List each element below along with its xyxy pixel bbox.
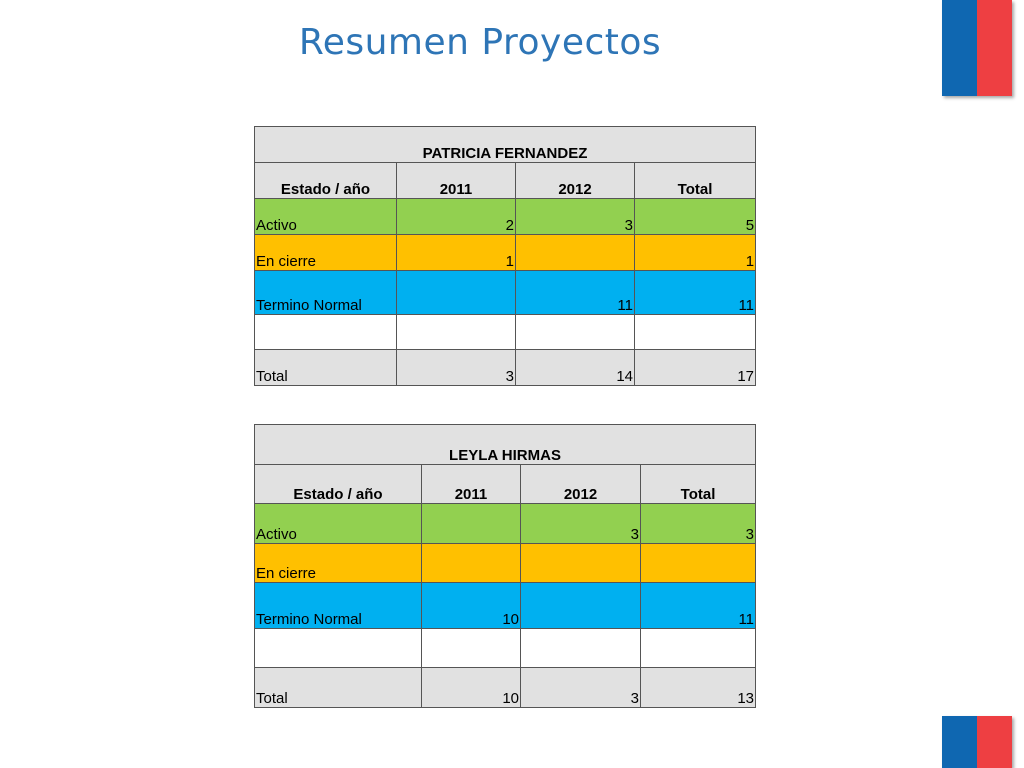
column-header: 2011 [397, 163, 516, 199]
cell-2011 [422, 504, 521, 544]
cell-2011 [422, 629, 521, 668]
row-label: Total [255, 668, 422, 708]
table-title-row [255, 127, 756, 163]
table-title: PATRICIA FERNANDEZ [255, 127, 756, 163]
cell-total: 13 [641, 668, 756, 708]
summary-table-leyla-hirmas [254, 424, 756, 708]
cell-2012: 11 [516, 271, 635, 315]
column-header: Estado / año [255, 465, 422, 504]
cell-total: 1 [635, 235, 756, 271]
table-row [255, 504, 756, 544]
row-label [255, 629, 422, 668]
cell-2012: 3 [516, 199, 635, 235]
cell-2012: 3 [521, 504, 641, 544]
table-title-row [255, 425, 756, 465]
cell-2012 [516, 315, 635, 350]
table-header-row [255, 465, 756, 504]
summary-table-patricia-fernandez [254, 126, 756, 386]
flag-red-stripe [977, 0, 1012, 96]
table-total-row [255, 350, 756, 386]
cell-2011 [397, 271, 516, 315]
cell-2011: 10 [422, 583, 521, 629]
table-row [255, 235, 756, 271]
cell-2011: 1 [397, 235, 516, 271]
cell-total [641, 629, 756, 668]
table-title: LEYLA HIRMAS [255, 425, 756, 465]
table-row [255, 271, 756, 315]
cell-total: 11 [641, 583, 756, 629]
row-label [255, 315, 397, 350]
flag-blue-stripe [942, 0, 977, 96]
flag-logo-bottom [942, 716, 1012, 768]
cell-2012 [521, 583, 641, 629]
cell-total: 5 [635, 199, 756, 235]
cell-2012 [521, 629, 641, 668]
row-label: Termino Normal [255, 583, 422, 629]
row-label: En cierre [255, 544, 422, 583]
cell-2011: 10 [422, 668, 521, 708]
table-row [255, 544, 756, 583]
table-total-row [255, 668, 756, 708]
cell-2012: 3 [521, 668, 641, 708]
table-header-row [255, 163, 756, 199]
cell-total: 17 [635, 350, 756, 386]
slide-title: Resumen Proyectos [298, 22, 662, 63]
cell-2011 [422, 544, 521, 583]
cell-2011: 2 [397, 199, 516, 235]
flag-logo-top [942, 0, 1012, 96]
column-header: Total [635, 163, 756, 199]
cell-total: 11 [635, 271, 756, 315]
cell-2011 [397, 315, 516, 350]
row-label: Total [255, 350, 397, 386]
row-label: Termino Normal [255, 271, 397, 315]
column-header: 2012 [521, 465, 641, 504]
cell-total [641, 544, 756, 583]
cell-2012 [521, 544, 641, 583]
column-header: Estado / año [255, 163, 397, 199]
column-header: 2011 [422, 465, 521, 504]
flag-blue-stripe [942, 716, 977, 768]
cell-total [635, 315, 756, 350]
column-header: 2012 [516, 163, 635, 199]
row-label: Activo [255, 504, 422, 544]
cell-total: 3 [641, 504, 756, 544]
row-label: Activo [255, 199, 397, 235]
cell-2011: 3 [397, 350, 516, 386]
table-row [255, 315, 756, 350]
table-row [255, 583, 756, 629]
row-label: En cierre [255, 235, 397, 271]
table-row [255, 199, 756, 235]
column-header: Total [641, 465, 756, 504]
flag-red-stripe [977, 716, 1012, 768]
cell-2012 [516, 235, 635, 271]
table-row [255, 629, 756, 668]
cell-2012: 14 [516, 350, 635, 386]
